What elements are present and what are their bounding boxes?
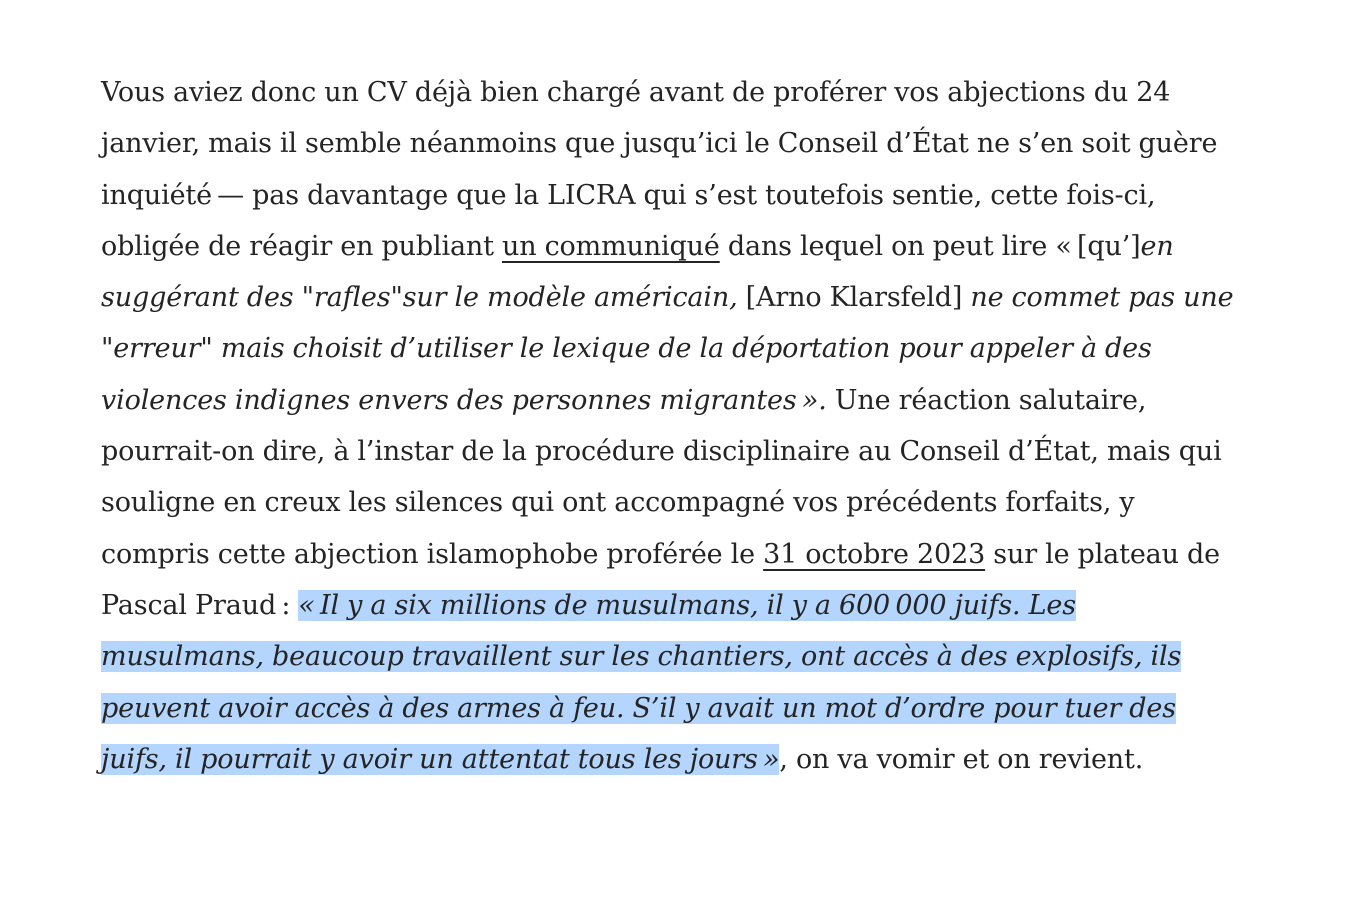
text-segment: sur le plateau de Pascal Praud : (101, 538, 1220, 621)
licra-quote-part-2: ne commet pas une "erreur" mais choisit d’utiliser le lexique de la déportation pour appeler à des violences indignes envers des personnes migrantes ». (101, 282, 1234, 416)
text-segment: Une réaction salutaire, pourrait-on dire, à l’instar de la procédure disciplinaire au Conseil d’État, mais qui souligne en creux les silences qui ont accompagné vos précédents forfaits, y compris cette abjection islamophobe proférée le (101, 384, 1222, 570)
text-segment: [Arno Klarsfeld] (745, 282, 971, 314)
text-segment: Vous aviez donc un CV déjà bien chargé avant de proférer vos abjections du 24 janvier, mais il semble néanmoins que jusqu’ici le Conseil d’État ne s’en soit guère inquiété — pas davantage que la LICRA qui s’est toutefois sentie, cette fois-ci, obligée de réagir en publiant (101, 77, 1218, 262)
date-link[interactable]: 31 octobre 2023 (763, 538, 986, 570)
selected-quote[interactable]: « Il y a six millions de musulmans, il y a 600 000 juifs. Les musulmans, beaucoup travaillent sur les chantiers, ont accès à des explosifs, ils peuvent avoir accès à des armes à feu. S’il y avait un mot d’ordre pour tuer des juifs, il pourrait y avoir un attentat tous les jours » (101, 589, 1182, 775)
article-body (101, 67, 1236, 785)
licra-quote-part-1: en suggérant des "rafles"sur le modèle américain, (101, 230, 1174, 314)
text-segment: dans lequel on peut lire « [qu’] (719, 230, 1141, 262)
text-segment: , on va vomir et on revient. (779, 743, 1144, 775)
article-paragraph[interactable] (101, 67, 1236, 785)
communique-link[interactable]: un communiqué (501, 230, 720, 262)
